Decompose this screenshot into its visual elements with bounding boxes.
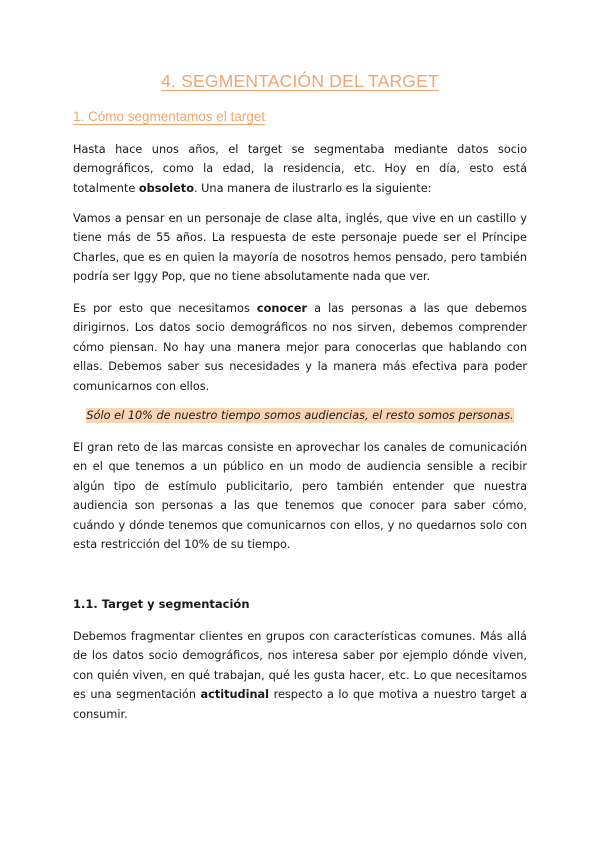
highlight-quote [73, 406, 527, 425]
paragraph-1-text-end: . Una manera de ilustrarlo es la siguiente: [193, 181, 432, 195]
paragraph-1-bold: obsoleto [138, 181, 194, 195]
paragraph-3-text-start: Es por esto que necesitamos [73, 302, 257, 315]
paragraph-1 [73, 140, 527, 198]
paragraph-3-bold: conocer [256, 302, 308, 315]
paragraph-5: El gran reto de las marcas consiste en aprovechar los canales de comunicación en el que tenemos a un público en un modo de audiencia sensible a recibir algún tipo de estímulo publicitario, pero también entender que nuestra audiencia son personas a las que tenemos que conocer para saber cómo, cuándo y dónde tenemos que comunicarnos con ellos, y no quedarnos solo con esta restricción del 10% de su tiempo. [73, 441, 527, 552]
page-title: 4. SEGMENTACIÓN DEL TARGET [161, 71, 439, 91]
paragraph-2: Vamos a pensar en un personaje de clase alta, inglés, que vive en un castillo y tiene más de 55 años. La respuesta de este personaje puede ser el Príncipe Charles, que es en quien la mayoría de nosotros hemos pensado, pero también podría ser Iggy Pop, que no tiene absolutamente nada que ver. [73, 212, 527, 284]
section-heading: 1. Cómo segmentamos el target [73, 109, 266, 124]
paragraph-6 [73, 627, 527, 724]
paragraph-6-text-end: respecto a lo que motiva a nuestro target a consumir. [73, 688, 527, 721]
paragraph-6-text-start: Debemos fragmentar clientes en grupos con características comunes. Más allá de los datos socio demográficos, nos interesa saber por ejemplo dónde viven, con quién viven, en qué trabajan, qué les gusta hacer, etc. Lo que necesitamos es una segmentación [73, 630, 527, 702]
paragraph-3-text-end: a las personas a las que debemos dirigirnos. Los datos socio demográficos no nos sirven, debemos comprender cómo piensan. No hay una manera mejor para conocerlas que hablando con ellas. Debemos saber sus necesidades y la manera más efectiva para poder comunicarnos con ellos. [73, 302, 527, 393]
highlight-quote-text: Sólo el 10% de nuestro tiempo somos audiencias, el resto somos personas. [86, 409, 514, 422]
paragraph-1-text-start: Hasta hace unos años, el target se segmentaba mediante datos socio demográficos, como la edad, la residencia, etc. Hoy en día, esto está totalmente [73, 143, 527, 195]
paragraph-3 [73, 299, 527, 396]
paragraph-6-bold: actitudinal [200, 688, 270, 702]
subsection-heading: 1.1. Target y segmentación [73, 597, 250, 611]
